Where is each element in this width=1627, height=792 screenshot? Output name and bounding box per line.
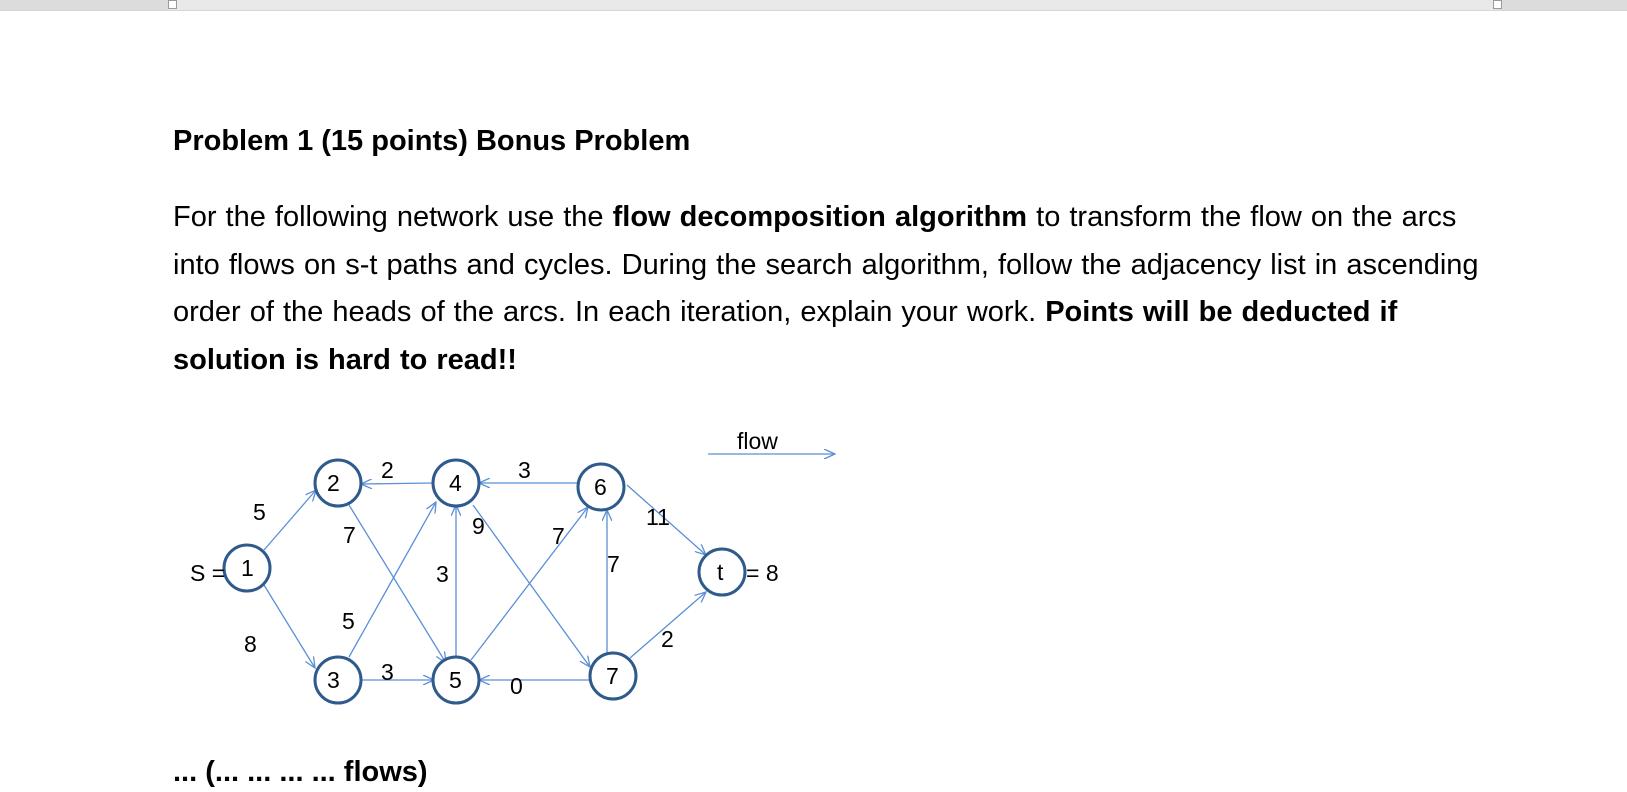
flow-label-7-6: 7 [607, 551, 620, 577]
description-text-1: For the following network use the [173, 201, 613, 233]
description-bold-2: Points will be deducted if solution is hard to read!! [173, 296, 1398, 376]
flow-label-7-t: 2 [661, 626, 674, 652]
description-text-2: to transform the flow on the arcs into flows on s-t paths and cycles. During the search algorithm, follow the adjacency list in ascending order of the heads of the arcs. In each iteration, explain your work. [173, 201, 1479, 328]
flow-legend-label: flow [737, 428, 778, 454]
arc-4-2 [361, 483, 434, 484]
svg-text:1: 1 [241, 555, 254, 581]
node-7 [590, 653, 636, 699]
svg-text:3: 3 [327, 667, 340, 693]
node-1 [224, 545, 270, 591]
arc-1-2 [264, 490, 316, 550]
next-heading-fragment: ... (... ... ... ... flows) [173, 756, 428, 788]
flow-label-6-t: 11 [646, 504, 670, 530]
svg-text:2: 2 [327, 470, 340, 496]
arc-5-6 [471, 507, 588, 660]
description-bold-1: flow decomposition algorithm [612, 201, 1028, 233]
flow-label-5-4: 3 [436, 561, 449, 587]
source-label: S = [190, 560, 226, 586]
node-6 [578, 464, 624, 510]
problem-heading: Problem 1 (15 points) Bonus Problem [173, 125, 691, 157]
node-t [699, 549, 745, 595]
svg-text:5: 5 [449, 667, 462, 693]
flow-label-7-5: 0 [510, 673, 523, 699]
node-3 [315, 657, 361, 703]
arc-1-3 [264, 585, 315, 668]
node-2 [315, 460, 361, 506]
node-4 [433, 460, 479, 506]
svg-text:7: 7 [606, 663, 619, 689]
svg-text:6: 6 [594, 474, 607, 500]
flow-label-1-3: 8 [244, 631, 257, 657]
arc-4-7 [473, 505, 590, 667]
svg-text:4: 4 [449, 470, 462, 496]
flow-label-4-2: 2 [381, 457, 394, 483]
svg-text:t: t [717, 559, 724, 585]
flow-label-6-4: 3 [518, 457, 531, 483]
flow-label-1-2: 5 [253, 499, 266, 525]
sink-label: = 8 [746, 560, 779, 586]
flow-label-4-7: 9 [472, 513, 485, 539]
arc-2-5 [349, 505, 446, 663]
flow-label-2-5: 7 [343, 522, 356, 548]
flow-label-5-6: 7 [552, 523, 565, 549]
flow-label-3-4: 5 [342, 608, 355, 634]
node-5 [433, 657, 479, 703]
flow-label-3-5: 3 [381, 659, 394, 685]
